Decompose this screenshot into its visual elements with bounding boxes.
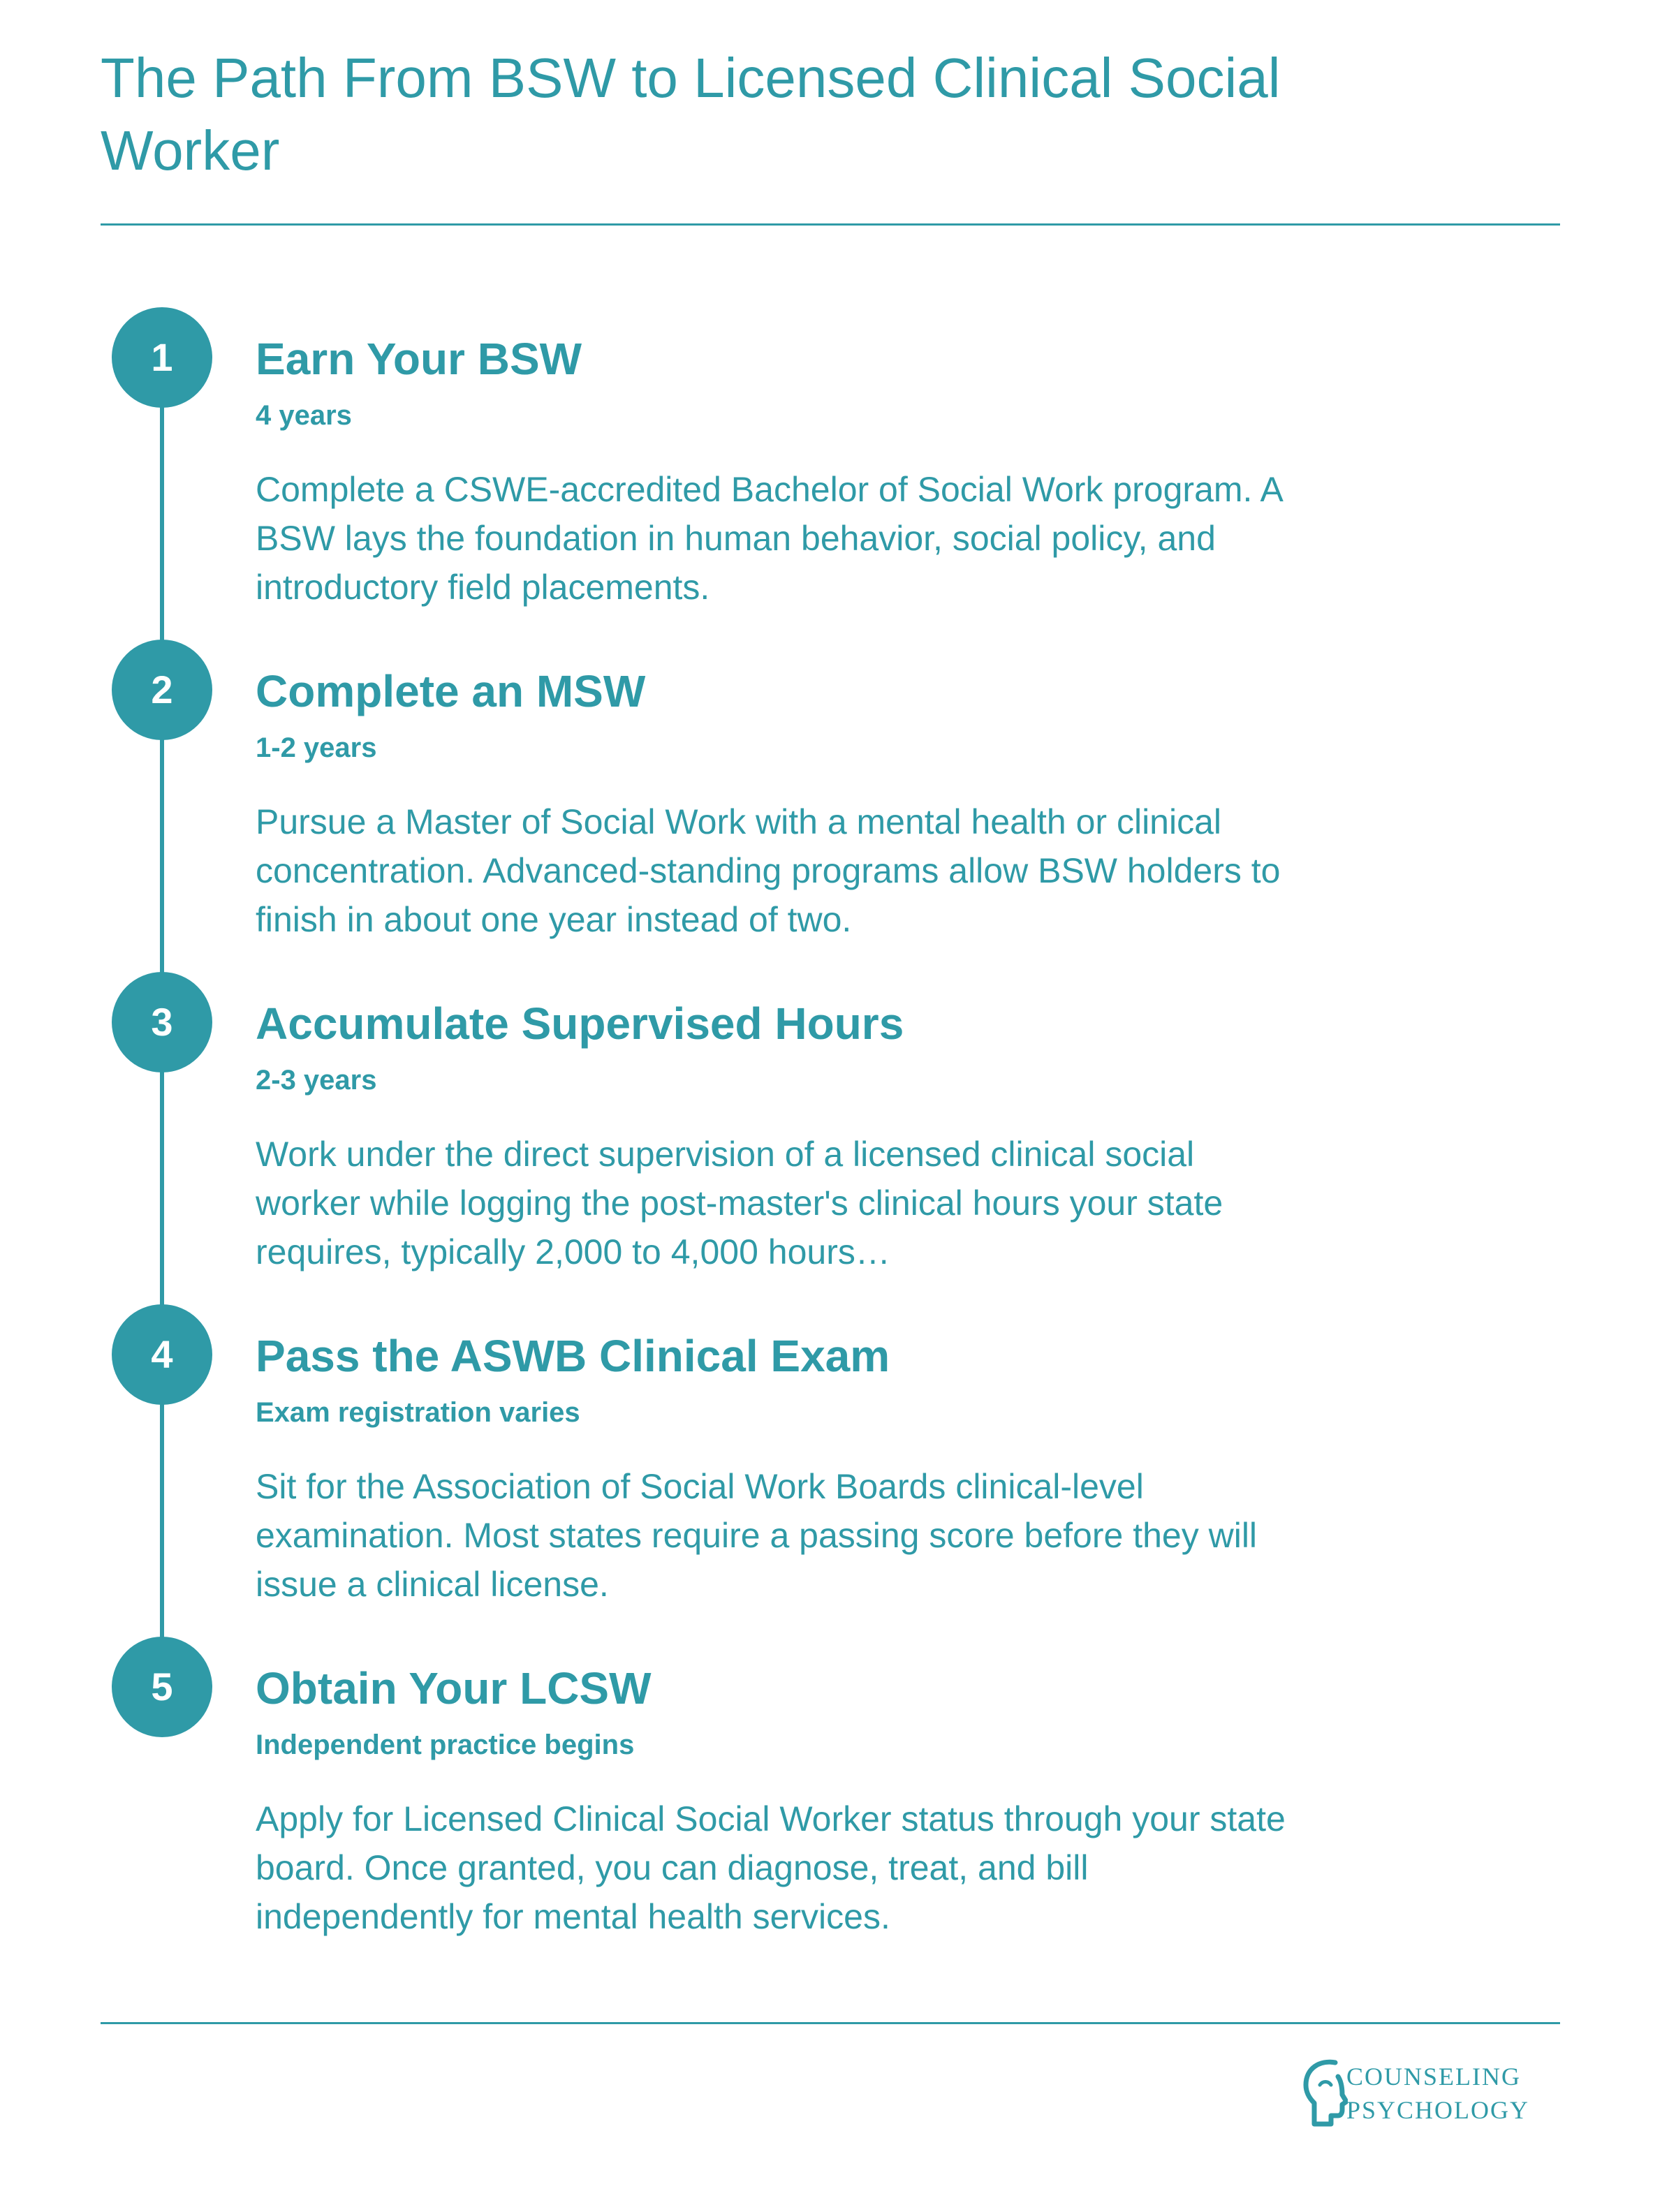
step-duration: 2-3 years (256, 1065, 377, 1096)
step-duration: Independent practice begins (256, 1730, 635, 1760)
logo-text-line2: PSYCHOLOGY (1346, 2096, 1530, 2124)
step-title: Obtain Your LCSW (256, 1663, 652, 1713)
step-description: Work under the direct supervision of a licensed clinical social worker while logging the post-master's clinical hours your state requires, typically 2,000 to 4,000 hours… (256, 1135, 1223, 1271)
step-number-badge: 3 (112, 972, 212, 1072)
logo-text-line1: COUNSELING (1346, 2063, 1521, 2091)
step-description: Apply for Licensed Clinical Social Worker status through your state board. Once granted, you can diagnose, treat, and bill independently for mental health services. (256, 1799, 1286, 1936)
step-title: Earn Your BSW (256, 334, 582, 384)
step-number-badge: 4 (112, 1304, 212, 1405)
page-title: The Path From BSW to Licensed Clinical Social Worker (101, 47, 1281, 182)
step-number-badge: 2 (112, 640, 212, 740)
step-description: Sit for the Association of Social Work Boards clinical-level examination. Most states require a passing score before they will issue a clinical license. (256, 1467, 1258, 1604)
step-description: Pursue a Master of Social Work with a mental health or clinical concentration. Advanced-standing programs allow BSW holders to finish in about one year instead of two. (256, 802, 1281, 939)
counseling-psychology-logo (1299, 2057, 1550, 2141)
step-duration: 4 years (256, 400, 352, 431)
step-duration: Exam registration varies (256, 1397, 580, 1428)
step-title: Pass the ASWB Clinical Exam (256, 1331, 890, 1381)
top-divider (101, 223, 1560, 226)
step-title: Accumulate Supervised Hours (256, 998, 904, 1049)
step-title: Complete an MSW (256, 666, 646, 716)
bottom-divider (101, 2022, 1560, 2024)
head-profile-icon (1299, 2057, 1348, 2134)
step-number-badge: 5 (112, 1637, 212, 1737)
step-duration: 1-2 years (256, 732, 377, 763)
step-number-badge: 1 (112, 307, 212, 408)
step-description: Complete a CSWE-accredited Bachelor of Social Work program. A BSW lays the foundation in human behavior, social policy, and introductory field placements. (256, 470, 1282, 607)
